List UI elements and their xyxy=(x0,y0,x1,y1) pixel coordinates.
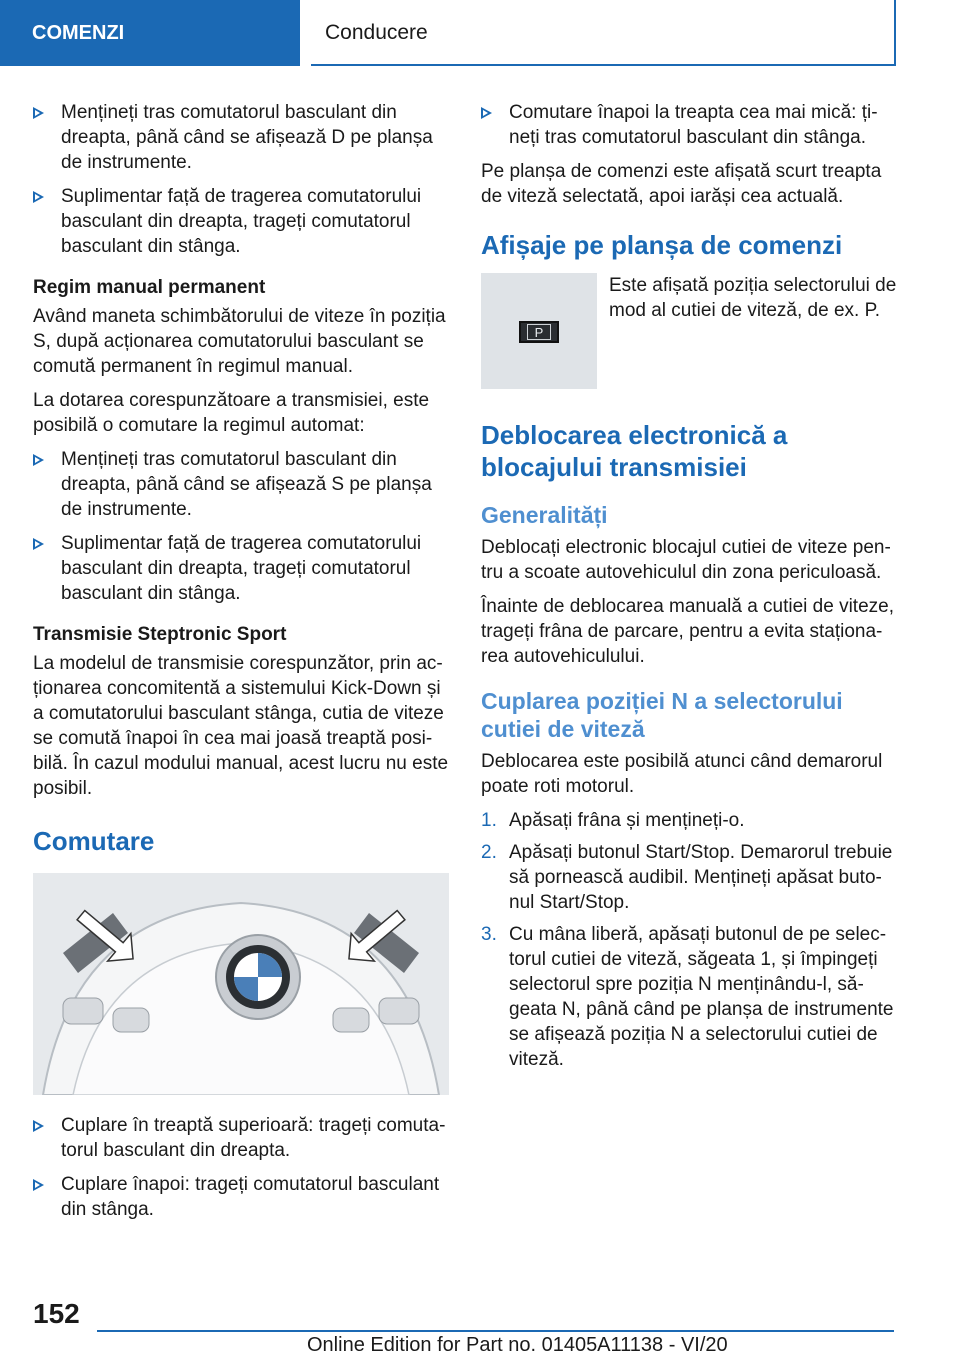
left-column xyxy=(33,100,449,1231)
triangle-bullet-icon xyxy=(33,1179,44,1191)
subsection-heading: Cuplarea poziției N a selectorului cutiei de viteză xyxy=(481,688,843,742)
paragraph: Înainte de deblocarea manuală a cutiei de viteze, trageți frâna de parcare, pentru a evita staționa-rea autovehiculului. xyxy=(481,596,894,667)
list-item: 3. Cu mâna liberă, apăsați butonul de pe selec-torul cutiei de viteză, săgeata 1, și împingeți selectorul spre poziția N menținându-l, să-geata N, până când pe planșa de instrumente se afișează poziția N a selectorului cutiei de viteză. xyxy=(481,924,894,1070)
triangle-bullet-icon xyxy=(33,191,44,203)
section-heading: Deblocarea electronică a blocajului transmisiei xyxy=(481,420,788,482)
list-item: Suplimentar față de tragerea comutatorului basculant din dreapta, trageți comutatorul basculant din stânga. xyxy=(33,184,449,259)
gear-display-image xyxy=(481,273,597,389)
list-item: Suplimentar față de tragerea comutatorului basculant din dreapta, trageți comutatorul basculant din stânga. xyxy=(33,531,449,606)
steering-wheel-icon xyxy=(33,873,449,1095)
paragraph: La modelul de transmisie corespunzător, prin ac-ționarea concomitentă a sistemului Kick-Down și a comutatorului basculant stânga, cutia de viteze se comută înapoi în cea mai joasă treaptă posi-bilă. În cazul modului manual, acest lucru nu este posibil. xyxy=(33,653,449,799)
triangle-bullet-icon xyxy=(33,538,44,550)
page-number: 152 xyxy=(33,1298,80,1329)
bullet-list xyxy=(481,100,897,150)
list-item: Mențineți tras comutatorul basculant din dreapta, până când se afișează D pe planșa de instrumente. xyxy=(33,100,449,175)
bullet-list xyxy=(33,100,449,259)
list-item: Comutare înapoi la treapta cea mai mică: ți-neți tras comutatorul basculant din stânga. xyxy=(481,100,897,150)
park-gear-icon: P xyxy=(519,321,559,343)
subheading: Regim manual permanent xyxy=(33,277,266,298)
list-item: Cuplare înapoi: trageți comutatorul basculant din stânga. xyxy=(33,1172,449,1222)
triangle-bullet-icon xyxy=(481,107,492,119)
section-heading: Afișaje pe planșa de comenzi xyxy=(481,230,843,260)
bullet-list xyxy=(33,447,449,606)
triangle-bullet-icon xyxy=(33,1120,44,1132)
display-example xyxy=(481,273,897,389)
section-title: Conducere xyxy=(311,0,896,66)
paragraph: Deblocarea este posibilă atunci când demarorul poate roti motorul. xyxy=(481,751,883,797)
subsection-heading: Generalități xyxy=(481,502,608,528)
list-item: Mențineți tras comutatorul basculant din dreapta, până când se afișează S pe planșa de instrumente. xyxy=(33,447,449,522)
list-item: 1. Apăsați frâna și mențineți-o. xyxy=(481,810,745,831)
header-divider xyxy=(300,0,311,66)
steering-wheel-illustration xyxy=(33,873,449,1095)
footer-edition: Online Edition for Part no. 01405A11138 - VI/20 xyxy=(307,1334,728,1356)
paragraph: Deblocați electronic blocajul cutiei de viteze pen-tru a scoate autovehiculul din zona periculoasă. xyxy=(481,537,891,583)
subheading: Transmisie Steptronic Sport xyxy=(33,624,287,645)
paragraph: Pe planșa de comenzi este afișată scurt treapta de viteză selectată, apoi iarăși cea actuală. xyxy=(481,161,882,207)
list-item: Cuplare în treaptă superioară: trageți comuta-torul basculant din dreapta. xyxy=(33,1113,449,1163)
triangle-bullet-icon xyxy=(33,454,44,466)
triangle-bullet-icon xyxy=(33,107,44,119)
chapter-tab[interactable]: COMENZI xyxy=(0,0,300,66)
list-item: 2. Apăsați butonul Start/Stop. Demarorul trebuie să pornească audibil. Mențineți apăsat buto-nul Start/Stop. xyxy=(481,842,893,913)
paragraph: Având maneta schimbătorului de viteze în poziția S, după acționarea comutatorului basculant se comută permanent în regimul manual. xyxy=(33,306,446,377)
paragraph: La dotarea corespunzătoare a transmisiei, este posibilă o comutare la regimul automat: xyxy=(33,390,430,436)
section-heading: Comutare xyxy=(33,826,155,856)
footer-divider xyxy=(97,1330,894,1332)
bullet-list xyxy=(33,1113,449,1222)
numbered-list xyxy=(481,808,897,1072)
right-column xyxy=(481,100,897,1079)
paragraph: Este afișată poziția selectorului de mod al cutiei de viteză, de ex. P. xyxy=(609,275,897,321)
